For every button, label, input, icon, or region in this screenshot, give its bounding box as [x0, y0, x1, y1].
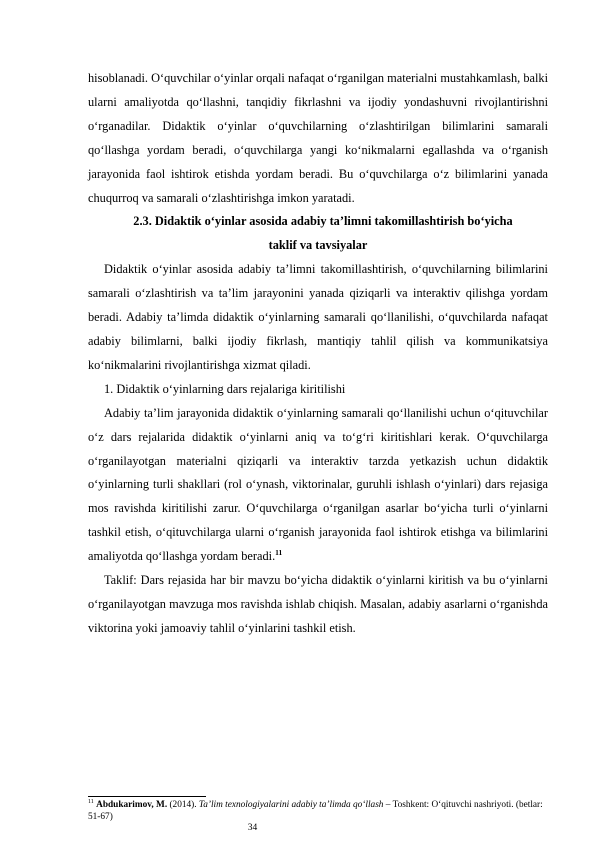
paragraph-lesson — [88, 402, 548, 569]
page-body — [88, 67, 548, 641]
section-heading — [88, 210, 548, 258]
footnote-divider — [88, 796, 206, 797]
footnote-title: Ta’lim texnologiyalarini adabiy ta’limda qo‘llash — [198, 800, 384, 810]
footnote-author: Abdukarimov, M. — [96, 800, 168, 810]
footnote-number: 11 — [88, 798, 94, 805]
footnote — [88, 799, 548, 824]
footnote-reference[interactable]: 11 — [275, 548, 283, 558]
page-number: 34 — [247, 823, 258, 833]
footnote-year: (2014). — [167, 800, 199, 810]
paragraph-intro: hisoblanadi. O‘quvchilar o‘yinlar orqali nafaqat o‘rganilgan materialni mustahkamlash, balki ularni amaliyotda qo‘llashni, tanqidiy fikrlashni va ijodiy yondashuvni rivojlantirishni o‘rganadilar. Didaktik o‘yinlar o‘quvchilarning o‘zlashtirilgan bilimlarini samarali qo‘llashga yordam beradi, o‘quvchilarga yangi ko‘nikmalarni egallashda va o‘rganish jarayonida faol ishtirok etishda yordam beradi. Bu o‘quvchilarga o‘z bilimlarini yanada chuqurroq va samarali o‘zlashtirishga imkon yaratadi. — [88, 71, 548, 205]
paragraph-proposal: Taklif: Dars rejasida har bir mavzu bo‘yicha didaktik o‘yinlarni kiritish va bu o‘yinlarni o‘rganilayotgan mavzuga mos ravishda ishlab chiqish. Masalan, adabiy asarlarni o‘rganishda viktorina yoki jamoaviy tahlil o‘yinlarini tashkil etish. — [88, 573, 548, 635]
section-heading-line2: taklif va tavsiyalar — [268, 238, 368, 253]
list-item-1: 1. Didaktik o‘yinlarning dars rejalariga kiritilishi — [104, 381, 346, 396]
paragraph-main: Didaktik o‘yinlar asosida adabiy ta’limni takomillashtirish, o‘quvchilarning bilimlarini samarali o‘zlashtirish va ta’lim jarayonini yanada qiziqarli va interaktiv qilishga yordam beradi. Adabiy ta’limda didaktik o‘yinlarning samarali qo‘llanilishi, o‘quvchilarda nafaqat adabiy bilimlarni, balki ijodiy fikrlash, mantiqiy tahlil qilish va kommunikatsiya ko‘nikmalarini rivojlantirishga xizmat qiladi. — [88, 262, 548, 372]
section-heading-line1: 2.3. Didaktik o‘yinlar asosida adabiy ta’limni takomillashtirish bo‘yicha — [133, 214, 513, 229]
footnote-publisher: – Toshkent: O‘qituvchi nashriyoti. (betlar: 51-67) — [88, 800, 543, 823]
paragraph-lesson-text: Adabiy ta’lim jarayonida didaktik o‘yinlarning samarali qo‘llanilishi uchun o‘qituvchilar o‘z dars rejalarida didaktik o‘yinlarni aniq va to‘g‘ri kiritishlari kerak. O‘quvchilarga o‘rganilayotgan materialni qiziqarli va interaktiv tarzda yetkazish uchun didaktik o‘yinlarning turli shakllari (rol o‘ynash, viktorinalar, guruhli ishlash o‘yinlari) dars rejasiga mos ravishda kiritilishi zarur. O‘quvchilarga o‘rganilgan asarlar bo‘yicha turli o‘yinlarni tashkil etish, o‘qituvchilarga ularni o‘rganish jarayonida faol ishtirok etishga va bilimlarini amaliyotda qo‘llashga yordam beradi. — [88, 405, 548, 564]
